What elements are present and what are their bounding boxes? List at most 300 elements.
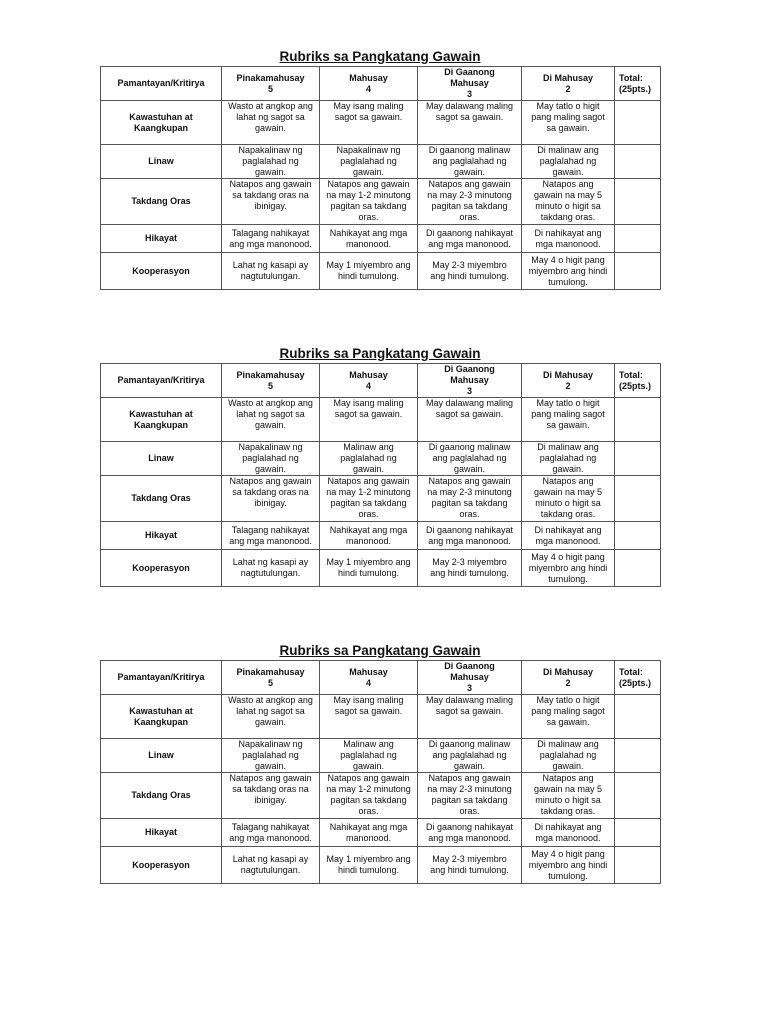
descriptor-line: na may 1-2 minutong xyxy=(326,487,411,497)
descriptor-line: pagitan sa takdang xyxy=(330,795,407,805)
descriptor-line: Di gaanong nahikayat xyxy=(425,821,514,832)
descriptor-line: Nahikayat ang mga xyxy=(329,524,408,535)
criterion-line: Kooperasyon xyxy=(132,859,190,870)
rubric-table xyxy=(100,363,661,587)
table-row xyxy=(101,550,661,587)
level-score: 5 xyxy=(267,380,273,391)
criterion-line: Linaw xyxy=(148,750,174,760)
table-row xyxy=(101,819,661,847)
descriptor-line: Nahikayat ang mga xyxy=(329,227,408,238)
descriptor-line: gawain. xyxy=(552,167,584,177)
rubric-table xyxy=(100,660,661,884)
descriptor-line: paglalahad ng xyxy=(242,750,299,760)
header-row xyxy=(101,67,661,101)
level-header xyxy=(418,364,522,398)
descriptor-cell xyxy=(522,695,615,739)
criterion-line: Kooperasyon xyxy=(132,265,190,276)
level-score: 2 xyxy=(565,380,571,391)
descriptor-cell xyxy=(418,476,522,522)
descriptor-line: na may 1-2 minutong xyxy=(326,784,411,794)
descriptor-line: May isang maling xyxy=(333,101,404,111)
descriptor-line: tumulong. xyxy=(548,870,588,881)
rubric-table xyxy=(100,66,661,290)
descriptor-cell xyxy=(320,695,418,739)
level-name-line: Pinakamahusay xyxy=(236,369,305,380)
level-name-line: Di Mahusay xyxy=(542,369,593,380)
total-cell[interactable] xyxy=(615,476,661,522)
table-row xyxy=(101,179,661,225)
descriptor-line: nagtutulungan. xyxy=(240,865,301,875)
level-score: 3 xyxy=(466,683,472,693)
descriptor-line: paglalahad ng xyxy=(242,156,299,166)
level-score: 5 xyxy=(267,677,273,688)
descriptor-line: Natapos ang gawain xyxy=(229,476,312,486)
table-row xyxy=(101,442,661,476)
descriptor-line: gawain. xyxy=(254,464,287,474)
descriptor-cell xyxy=(418,225,522,253)
level-header xyxy=(418,67,522,101)
level-name-line: Mahusay xyxy=(450,375,489,385)
descriptor-line: gawain. xyxy=(254,167,287,177)
descriptor-line: pang maling sagot xyxy=(531,409,605,419)
level-name-line: Pinakamahusay xyxy=(236,666,305,677)
descriptor-line: ibinigay. xyxy=(254,201,287,211)
descriptor-line: Di malinaw ang xyxy=(537,145,599,155)
descriptor-cell xyxy=(522,522,615,550)
criterion-cell xyxy=(101,225,222,253)
descriptor-line: gawain. xyxy=(254,717,287,727)
table-row xyxy=(101,145,661,179)
descriptor-line: miyembro ang hindi xyxy=(528,562,608,573)
descriptor-cell xyxy=(522,398,615,442)
criterion-line: Hikayat xyxy=(144,827,178,837)
descriptor-line: lahat ng sagot sa xyxy=(236,706,305,716)
descriptor-line: mga manonood. xyxy=(535,535,601,546)
descriptor-line: tumulong. xyxy=(548,573,588,584)
level-name-line: Di Gaanong xyxy=(444,661,495,671)
criterion-line: Takdang Oras xyxy=(131,196,191,206)
descriptor-line: Di malinaw ang xyxy=(537,739,599,749)
descriptor-line: minuto o higit sa xyxy=(535,795,601,805)
descriptor-line: gawain. xyxy=(352,464,385,474)
level-name-line: Mahusay xyxy=(349,369,388,380)
descriptor-line: Di gaanong nahikayat xyxy=(425,227,514,238)
criterion-line: Kawastuhan at xyxy=(129,705,193,716)
descriptor-line: Lahat ng kasapi ay xyxy=(232,854,309,864)
descriptor-line: sagot sa gawain. xyxy=(435,112,504,122)
descriptor-line: na may 2-3 minutong xyxy=(427,487,512,497)
criterion-line: Kawastuhan at xyxy=(129,408,193,419)
descriptor-line: May dalawang maling xyxy=(425,101,514,111)
descriptor-line: ang hindi tumulong. xyxy=(430,568,509,578)
table-row xyxy=(101,253,661,290)
descriptor-line: Napakalinaw ng xyxy=(336,145,401,155)
criterion-line: Takdang Oras xyxy=(131,790,191,800)
descriptor-line: sa gawain. xyxy=(546,420,590,430)
descriptor-line: Natapos ang gawain xyxy=(327,179,410,189)
descriptor-line: Talagang nahikayat xyxy=(231,524,310,535)
rubric-section xyxy=(100,643,660,884)
descriptor-cell xyxy=(522,773,615,819)
criterion-cell xyxy=(101,739,222,773)
level-score: 5 xyxy=(267,83,273,94)
descriptor-cell xyxy=(222,739,320,773)
descriptor-line: gawain. xyxy=(352,167,385,177)
table-row xyxy=(101,773,661,819)
header-row xyxy=(101,661,661,695)
descriptor-cell xyxy=(320,522,418,550)
total-cell[interactable] xyxy=(615,225,661,253)
criterion-cell xyxy=(101,695,222,739)
total-cell[interactable] xyxy=(615,819,661,847)
descriptor-cell xyxy=(320,179,418,225)
total-label-line: Total: xyxy=(619,666,643,677)
descriptor-line: na may 2-3 minutong xyxy=(427,784,512,794)
descriptor-line: Malinaw ang xyxy=(343,442,394,452)
descriptor-cell xyxy=(222,253,320,290)
descriptor-line: ang mga manonood. xyxy=(229,832,312,843)
descriptor-cell xyxy=(418,773,522,819)
descriptor-cell xyxy=(222,847,320,884)
criterion-cell xyxy=(101,476,222,522)
descriptor-cell xyxy=(418,442,522,476)
descriptor-line: manonood. xyxy=(345,238,392,249)
descriptor-line: gawain na may 5 xyxy=(533,487,603,497)
descriptor-line: Di gaanong nahikayat xyxy=(425,524,514,535)
descriptor-line: Natapos ang gawain xyxy=(428,476,511,486)
descriptor-line: May 4 o higit pang xyxy=(531,551,605,562)
total-label-line: (25pts.) xyxy=(619,380,652,391)
descriptor-line: sagot sa gawain. xyxy=(334,409,403,419)
rubric-title: Rubriks sa Pangkatang Gawain xyxy=(279,49,481,64)
level-score: 2 xyxy=(565,83,571,94)
criteria-header: Pamantayan/Kritirya xyxy=(101,364,222,398)
level-name-line: Mahusay xyxy=(349,72,388,83)
rubric-title: Rubriks sa Pangkatang Gawain xyxy=(279,643,481,658)
descriptor-line: takdang oras. xyxy=(540,509,596,519)
descriptor-line: miyembro ang hindi xyxy=(528,265,608,276)
descriptor-cell xyxy=(320,773,418,819)
level-header xyxy=(320,67,418,101)
descriptor-cell xyxy=(320,145,418,179)
descriptor-line: na may 2-3 minutong xyxy=(427,190,512,200)
descriptor-line: hindi tumulong. xyxy=(337,568,400,578)
descriptor-line: ang mga manonood. xyxy=(229,238,312,249)
level-score: 4 xyxy=(365,677,371,688)
descriptor-line: Talagang nahikayat xyxy=(231,227,310,238)
total-cell[interactable] xyxy=(615,773,661,819)
descriptor-cell xyxy=(320,819,418,847)
table-row xyxy=(101,695,661,739)
total-cell[interactable] xyxy=(615,847,661,884)
descriptor-cell xyxy=(522,847,615,884)
descriptor-line: paglalahad ng xyxy=(340,453,397,463)
descriptor-cell xyxy=(522,550,615,587)
descriptor-line: manonood. xyxy=(345,535,392,546)
descriptor-line: sa takdang oras na xyxy=(232,784,309,794)
descriptor-cell xyxy=(418,847,522,884)
descriptor-line: Lahat ng kasapi ay xyxy=(232,260,309,270)
descriptor-cell xyxy=(320,442,418,476)
descriptor-cell xyxy=(522,225,615,253)
descriptor-line: oras. xyxy=(459,806,480,816)
descriptor-line: gawain. xyxy=(254,123,287,133)
descriptor-line: May tatlo o higit xyxy=(536,398,600,408)
table-row xyxy=(101,398,661,442)
criterion-cell xyxy=(101,145,222,179)
descriptor-line: gawain. xyxy=(352,761,385,771)
descriptor-cell xyxy=(418,101,522,145)
descriptor-cell xyxy=(522,101,615,145)
descriptor-line: ang mga manonood. xyxy=(229,535,312,546)
descriptor-cell xyxy=(222,225,320,253)
total-cell[interactable] xyxy=(615,442,661,476)
descriptor-line: ibinigay. xyxy=(254,795,287,805)
descriptor-line: minuto o higit sa xyxy=(535,498,601,508)
descriptor-line: hindi tumulong. xyxy=(337,271,400,281)
criterion-line: Kaangkupan xyxy=(133,716,188,727)
descriptor-line: miyembro ang hindi xyxy=(528,859,608,870)
descriptor-line: May 4 o higit pang xyxy=(531,254,605,265)
descriptor-line: Napakalinaw ng xyxy=(238,442,303,452)
descriptor-line: gawain. xyxy=(254,420,287,430)
descriptor-cell xyxy=(222,550,320,587)
criterion-line: Kaangkupan xyxy=(133,122,188,133)
level-header xyxy=(320,661,418,695)
descriptor-line: pagitan sa takdang xyxy=(431,498,508,508)
level-header xyxy=(320,364,418,398)
level-header xyxy=(222,67,320,101)
descriptor-line: May 2-3 miyembro xyxy=(432,557,507,567)
table-row xyxy=(101,476,661,522)
criterion-line: Takdang Oras xyxy=(131,493,191,503)
descriptor-line: Lahat ng kasapi ay xyxy=(232,557,309,567)
level-name-line: Mahusay xyxy=(349,666,388,677)
total-cell[interactable] xyxy=(615,695,661,739)
total-cell[interactable] xyxy=(615,522,661,550)
descriptor-line: Natapos ang gawain xyxy=(229,179,312,189)
descriptor-line: Di nahikayat ang xyxy=(534,524,602,535)
descriptor-line: mga manonood. xyxy=(535,832,601,843)
total-cell[interactable] xyxy=(615,550,661,587)
descriptor-line: mga manonood. xyxy=(535,238,601,249)
total-label-line: Total: xyxy=(619,72,643,83)
descriptor-cell xyxy=(522,739,615,773)
descriptor-cell xyxy=(222,695,320,739)
descriptor-line: takdang oras. xyxy=(540,806,596,816)
descriptor-line: paglalahad ng xyxy=(340,156,397,166)
total-header xyxy=(615,364,661,398)
descriptor-cell xyxy=(222,522,320,550)
descriptor-line: May isang maling xyxy=(333,398,404,408)
criterion-line: Hikayat xyxy=(144,530,178,540)
descriptor-line: Di nahikayat ang xyxy=(534,227,602,238)
descriptor-line: Nahikayat ang mga xyxy=(329,821,408,832)
descriptor-line: gawain. xyxy=(453,761,486,771)
descriptor-line: Natapos ang gawain xyxy=(428,773,511,783)
level-name-line: Di Gaanong xyxy=(444,67,495,77)
total-label-line: (25pts.) xyxy=(619,677,652,688)
descriptor-line: Natapos ang gawain xyxy=(327,476,410,486)
descriptor-line: pagitan sa takdang xyxy=(330,201,407,211)
descriptor-line: gawain na may 5 xyxy=(533,190,603,200)
descriptor-line: May 1 miyembro ang xyxy=(326,260,411,270)
descriptor-line: gawain. xyxy=(254,761,287,771)
descriptor-cell xyxy=(418,522,522,550)
criterion-cell xyxy=(101,847,222,884)
table-row xyxy=(101,847,661,884)
total-cell[interactable] xyxy=(615,101,661,145)
descriptor-line: paglalahad ng xyxy=(340,750,397,760)
descriptor-line: manonood. xyxy=(345,832,392,843)
descriptor-cell xyxy=(320,253,418,290)
descriptor-line: oras. xyxy=(358,212,379,222)
descriptor-cell xyxy=(418,253,522,290)
descriptor-cell xyxy=(222,819,320,847)
level-header xyxy=(222,661,320,695)
criterion-line: Kawastuhan at xyxy=(129,111,193,122)
total-label-line: (25pts.) xyxy=(619,83,652,94)
descriptor-line: Natapos ang gawain xyxy=(428,179,511,189)
descriptor-line: lahat ng sagot sa xyxy=(236,112,305,122)
descriptor-line: ang paglalahad ng xyxy=(432,156,507,166)
descriptor-cell xyxy=(320,847,418,884)
criterion-cell xyxy=(101,398,222,442)
descriptor-line: Wasto at angkop ang xyxy=(228,101,313,111)
level-header xyxy=(418,661,522,695)
level-score: 3 xyxy=(466,89,472,99)
descriptor-line: minuto o higit sa xyxy=(535,201,601,211)
rubric-section xyxy=(100,346,660,587)
descriptor-cell xyxy=(522,476,615,522)
descriptor-line: Di gaanong malinaw xyxy=(428,145,511,155)
descriptor-line: ang paglalahad ng xyxy=(432,750,507,760)
descriptor-line: Natapos ang xyxy=(542,476,594,486)
criterion-line: Kaangkupan xyxy=(133,419,188,430)
descriptor-line: Natapos ang xyxy=(542,773,594,783)
descriptor-line: ibinigay. xyxy=(254,498,287,508)
descriptor-line: May 2-3 miyembro xyxy=(432,854,507,864)
descriptor-line: oras. xyxy=(358,509,379,519)
descriptor-line: paglalahad ng xyxy=(539,750,597,760)
descriptor-cell xyxy=(222,476,320,522)
total-cell[interactable] xyxy=(615,739,661,773)
descriptor-line: Napakalinaw ng xyxy=(238,145,303,155)
descriptor-line: Di gaanong malinaw xyxy=(428,739,511,749)
total-cell[interactable] xyxy=(615,398,661,442)
level-score: 3 xyxy=(466,386,472,396)
table-row xyxy=(101,225,661,253)
descriptor-line: Natapos ang xyxy=(542,179,594,189)
total-header xyxy=(615,67,661,101)
descriptor-cell xyxy=(320,398,418,442)
table-row xyxy=(101,101,661,145)
descriptor-line: Natapos ang gawain xyxy=(327,773,410,783)
descriptor-cell xyxy=(222,145,320,179)
criteria-header: Pamantayan/Kritirya xyxy=(101,661,222,695)
descriptor-cell xyxy=(418,398,522,442)
criterion-cell xyxy=(101,819,222,847)
total-header xyxy=(615,661,661,695)
descriptor-line: na may 1-2 minutong xyxy=(326,190,411,200)
descriptor-line: sa gawain. xyxy=(546,123,590,133)
descriptor-line: May dalawang maling xyxy=(425,398,514,408)
table-row xyxy=(101,522,661,550)
level-header xyxy=(222,364,320,398)
descriptor-line: Wasto at angkop ang xyxy=(228,695,313,705)
descriptor-line: Di gaanong malinaw xyxy=(428,442,511,452)
descriptor-line: May isang maling xyxy=(333,695,404,705)
descriptor-line: paglalahad ng xyxy=(539,156,597,166)
total-label-line: Total: xyxy=(619,369,643,380)
descriptor-line: gawain. xyxy=(453,167,486,177)
descriptor-line: May 1 miyembro ang xyxy=(326,557,411,567)
level-name-line: Pinakamahusay xyxy=(236,72,305,83)
descriptor-line: sagot sa gawain. xyxy=(435,409,504,419)
level-name-line: Mahusay xyxy=(450,78,489,88)
descriptor-line: May 1 miyembro ang xyxy=(326,854,411,864)
criterion-line: Linaw xyxy=(148,453,174,463)
descriptor-line: gawain. xyxy=(552,464,584,474)
descriptor-cell xyxy=(320,476,418,522)
descriptor-line: Napakalinaw ng xyxy=(238,739,303,749)
descriptor-cell xyxy=(222,773,320,819)
total-cell[interactable] xyxy=(615,179,661,225)
descriptor-cell xyxy=(320,739,418,773)
total-cell[interactable] xyxy=(615,145,661,179)
descriptor-line: Wasto at angkop ang xyxy=(228,398,313,408)
descriptor-line: oras. xyxy=(459,509,480,519)
criteria-header: Pamantayan/Kritirya xyxy=(101,67,222,101)
descriptor-line: pagitan sa takdang xyxy=(431,201,508,211)
descriptor-line: hindi tumulong. xyxy=(337,865,400,875)
level-header xyxy=(522,67,615,101)
level-header xyxy=(522,661,615,695)
criterion-cell xyxy=(101,253,222,290)
descriptor-cell xyxy=(522,179,615,225)
descriptor-line: paglalahad ng xyxy=(539,453,597,463)
criterion-cell xyxy=(101,101,222,145)
descriptor-line: paglalahad ng xyxy=(242,453,299,463)
descriptor-cell xyxy=(522,145,615,179)
descriptor-line: ang mga manonood. xyxy=(428,238,511,249)
descriptor-line: nagtutulungan. xyxy=(240,271,301,281)
descriptor-line: gawain na may 5 xyxy=(533,784,603,794)
criterion-cell xyxy=(101,442,222,476)
descriptor-line: gawain. xyxy=(453,464,486,474)
descriptor-line: nagtutulungan. xyxy=(240,568,301,578)
descriptor-line: Di malinaw ang xyxy=(537,442,599,452)
descriptor-cell xyxy=(320,550,418,587)
descriptor-line: ang hindi tumulong. xyxy=(430,865,509,875)
descriptor-cell xyxy=(222,398,320,442)
criterion-cell xyxy=(101,179,222,225)
descriptor-line: lahat ng sagot sa xyxy=(236,409,305,419)
level-name-line: Di Gaanong xyxy=(444,364,495,374)
descriptor-cell xyxy=(222,101,320,145)
descriptor-line: gawain. xyxy=(552,761,584,771)
descriptor-line: sa takdang oras na xyxy=(232,190,309,200)
descriptor-cell xyxy=(418,145,522,179)
descriptor-line: pang maling sagot xyxy=(531,112,605,122)
criterion-cell xyxy=(101,550,222,587)
descriptor-line: ang mga manonood. xyxy=(428,832,511,843)
descriptor-line: Malinaw ang xyxy=(343,739,394,749)
total-cell[interactable] xyxy=(615,253,661,290)
descriptor-line: sagot sa gawain. xyxy=(435,706,504,716)
descriptor-line: ang paglalahad ng xyxy=(432,453,507,463)
descriptor-cell xyxy=(320,101,418,145)
